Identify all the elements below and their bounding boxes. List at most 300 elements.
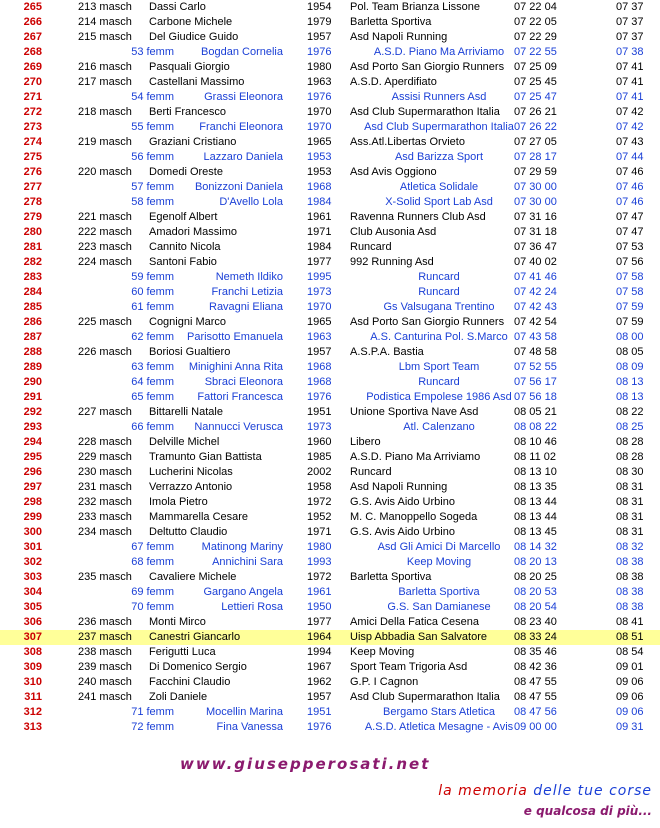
pace-time: 07 37 (616, 31, 644, 43)
athlete-name: Parisotto Emanuela (187, 331, 283, 343)
birth-year: 1970 (307, 121, 332, 133)
position: 305 (23, 601, 42, 613)
pace-time: 07 42 (616, 121, 644, 133)
finish-time: 08 11 02 (514, 451, 557, 463)
pace-time: 08 41 (616, 616, 644, 628)
pace-time: 07 46 (616, 181, 644, 193)
club-name: 992 Running Asd (350, 256, 434, 268)
bib-number: 223 masch (78, 241, 132, 253)
athlete-name: Bittarelli Natale (149, 406, 223, 418)
table-row (0, 210, 660, 225)
position: 299 (23, 511, 42, 523)
finish-time: 07 56 17 (514, 376, 557, 388)
club-name: Pol. Team Brianza Lissone (350, 1, 481, 13)
athlete-name: Grassi Eleonora (204, 91, 283, 103)
bib-number: 68 femm (131, 556, 174, 568)
bib-number: 58 femm (131, 196, 174, 208)
table-row (0, 15, 660, 30)
position: 276 (23, 166, 42, 178)
birth-year: 1957 (307, 346, 332, 358)
athlete-name: Annichini Sara (212, 556, 283, 568)
athlete-name: Gargano Angela (203, 586, 283, 598)
pace-time: 08 13 (616, 376, 644, 388)
pace-time: 08 54 (616, 646, 644, 658)
birth-year: 1968 (307, 181, 332, 193)
pace-time: 08 31 (616, 496, 644, 508)
finish-time: 07 26 21 (514, 106, 557, 118)
birth-year: 1971 (307, 526, 332, 538)
club-name: Ass.Atl.Libertas Orvieto (350, 136, 465, 148)
finish-time: 08 10 46 (514, 436, 557, 448)
position: 287 (23, 331, 42, 343)
position: 284 (23, 286, 42, 298)
birth-year: 1950 (307, 601, 332, 613)
pace-time: 08 05 (616, 346, 644, 358)
table-row (0, 555, 660, 570)
club-name: Asd Club Supermarathon Italia (350, 106, 500, 118)
position: 270 (23, 76, 42, 88)
athlete-name: Graziani Cristiano (149, 136, 237, 148)
pace-time: 08 00 (616, 331, 644, 343)
position: 277 (23, 181, 42, 193)
club-name: Asd Club Supermarathon Italia (350, 691, 500, 703)
finish-time: 08 13 10 (514, 466, 557, 478)
birth-year: 1972 (307, 496, 332, 508)
pace-time: 07 56 (616, 256, 644, 268)
athlete-name: Pasquali Giorgio (149, 61, 230, 73)
table-row (0, 435, 660, 450)
athlete-name: Ferigutti Luca (149, 646, 216, 658)
club-name: Asd Porto San Giorgio Runners (350, 316, 505, 328)
bib-number: 215 masch (78, 31, 132, 43)
bib-number: 213 masch (78, 1, 132, 13)
bib-number: 219 masch (78, 136, 132, 148)
club-name: M. C. Manoppello Sogeda (350, 511, 478, 523)
position: 303 (23, 571, 42, 583)
finish-time: 07 56 18 (514, 391, 557, 403)
athlete-name: Nannucci Verusca (194, 421, 283, 433)
club-name: Keep Moving (350, 646, 415, 658)
birth-year: 1976 (307, 721, 332, 733)
club-name: Ravenna Runners Club Asd (350, 211, 486, 223)
finish-time: 08 08 22 (514, 421, 557, 433)
bib-number: 241 masch (78, 691, 132, 703)
athlete-name: Cannito Nicola (149, 241, 221, 253)
finish-time: 07 25 09 (514, 61, 557, 73)
pace-time: 07 41 (616, 91, 644, 103)
finish-time: 07 42 43 (514, 301, 557, 313)
pace-time: 08 31 (616, 481, 644, 493)
pace-time: 07 41 (616, 61, 644, 73)
birth-year: 1968 (307, 376, 332, 388)
finish-time: 07 48 58 (514, 346, 557, 358)
table-row (0, 690, 660, 705)
club-name: A.S. Canturina Pol. S.Marco (370, 331, 508, 343)
pace-time: 09 01 (616, 661, 644, 673)
finish-time: 07 31 18 (514, 226, 557, 238)
club-name: G.P. I Cagnon (350, 676, 419, 688)
table-row (0, 375, 660, 390)
position: 278 (23, 196, 42, 208)
bib-number: 218 masch (78, 106, 132, 118)
birth-year: 1977 (307, 616, 332, 628)
club-name: Runcard (418, 286, 460, 298)
birth-year: 1968 (307, 361, 332, 373)
birth-year: 1979 (307, 16, 332, 28)
athlete-name: Bonizzoni Daniela (194, 181, 283, 193)
position: 285 (23, 301, 42, 313)
finish-time: 07 25 47 (514, 91, 557, 103)
table-row (0, 675, 660, 690)
birth-year: 1961 (307, 211, 332, 223)
table-row (0, 570, 660, 585)
club-name: Barletta Sportiva (398, 586, 480, 598)
athlete-name: Del Giudice Guido (149, 31, 239, 43)
pace-time: 07 37 (616, 1, 644, 13)
bib-number: 233 masch (78, 511, 132, 523)
position: 273 (23, 121, 42, 133)
position: 306 (23, 616, 42, 628)
finish-time: 08 47 56 (514, 706, 557, 718)
position: 286 (23, 316, 42, 328)
bib-number: 234 masch (78, 526, 132, 538)
athlete-name: Monti Mirco (149, 616, 206, 628)
athlete-name: Domedi Oreste (149, 166, 223, 178)
table-row (0, 540, 660, 555)
athlete-name: Tramunto Gian Battista (149, 451, 262, 463)
table-row (0, 0, 660, 15)
club-name: Uisp Abbadia San Salvatore (350, 631, 487, 643)
table-row (0, 105, 660, 120)
finish-time: 08 13 44 (514, 496, 557, 508)
finish-time: 07 43 58 (514, 331, 557, 343)
position: 290 (23, 376, 42, 388)
birth-year: 1957 (307, 31, 332, 43)
bib-number: 237 masch (78, 631, 132, 643)
birth-year: 1985 (307, 451, 332, 463)
pace-time: 07 58 (616, 286, 644, 298)
pace-time: 07 46 (616, 166, 644, 178)
athlete-name: Zoli Daniele (149, 691, 208, 703)
table-row (0, 645, 660, 660)
bib-number: 235 masch (78, 571, 132, 583)
table-row (0, 405, 660, 420)
club-name: A.S.D. Aperdifiato (350, 76, 437, 88)
club-name: Asd Gli Amici Di Marcello (377, 541, 501, 553)
athlete-name: Franchi Letizia (211, 286, 283, 298)
athlete-name: Cognigni Marco (149, 316, 227, 328)
birth-year: 1958 (307, 481, 332, 493)
pace-time: 08 13 (616, 391, 644, 403)
position: 313 (23, 721, 42, 733)
club-name: Runcard (350, 241, 392, 253)
table-row (0, 510, 660, 525)
club-name: A.S.P.A. Bastia (350, 346, 424, 358)
club-name: Atletica Solidale (399, 181, 479, 193)
athlete-name: Mammarella Cesare (149, 511, 249, 523)
finish-time: 07 42 54 (514, 316, 557, 328)
athlete-name: Canestri Giancarlo (149, 631, 241, 643)
club-name: Asd Porto San Giorgio Runners (350, 61, 505, 73)
finish-time: 09 00 00 (514, 721, 557, 733)
position: 280 (23, 226, 42, 238)
bib-number: 216 masch (78, 61, 132, 73)
table-row (0, 240, 660, 255)
position: 308 (23, 646, 42, 658)
table-row (0, 165, 660, 180)
club-name: Asd Napoli Running (350, 31, 448, 43)
bib-number: 71 femm (131, 706, 174, 718)
bib-number: 63 femm (131, 361, 174, 373)
bib-number: 224 masch (78, 256, 132, 268)
birth-year: 1970 (307, 106, 332, 118)
table-row (0, 30, 660, 45)
position: 274 (23, 136, 42, 148)
position: 310 (23, 676, 42, 688)
table-row (0, 135, 660, 150)
table-row (0, 195, 660, 210)
club-name: Gs Valsugana Trentino (383, 301, 495, 313)
athlete-name: Lettieri Rosa (221, 601, 283, 613)
birth-year: 1957 (307, 691, 332, 703)
table-row (0, 660, 660, 675)
birth-year: 1965 (307, 136, 332, 148)
birth-year: 1951 (307, 706, 332, 718)
athlete-name: Lazzaro Daniela (203, 151, 283, 163)
bib-number: 227 masch (78, 406, 132, 418)
position: 268 (23, 46, 42, 58)
birth-year: 1993 (307, 556, 332, 568)
club-name: Lbm Sport Team (398, 361, 480, 373)
club-name: Keep Moving (406, 556, 472, 568)
bib-number: 239 masch (78, 661, 132, 673)
birth-year: 1973 (307, 421, 332, 433)
table-row (0, 465, 660, 480)
club-name: Libero (350, 436, 381, 448)
club-name: Barletta Sportiva (350, 571, 432, 583)
pace-time: 07 46 (616, 196, 644, 208)
birth-year: 1994 (307, 646, 332, 658)
position: 294 (23, 436, 42, 448)
club-name: Asd Club Supermarathon Italia (364, 121, 514, 133)
club-name: Runcard (418, 376, 460, 388)
club-name: A.S.D. Piano Ma Arriviamo (350, 451, 481, 463)
birth-year: 1980 (307, 61, 332, 73)
tagline-sub: e qualcosa di più... (523, 804, 652, 818)
finish-time: 08 14 32 (514, 541, 557, 553)
table-row (0, 285, 660, 300)
bib-number: 225 masch (78, 316, 132, 328)
pace-time: 07 59 (616, 301, 644, 313)
finish-time: 08 05 21 (514, 406, 557, 418)
position: 298 (23, 496, 42, 508)
pace-time: 08 09 (616, 361, 644, 373)
bib-number: 221 masch (78, 211, 132, 223)
birth-year: 1972 (307, 571, 332, 583)
bib-number: 67 femm (131, 541, 174, 553)
athlete-name: Bogdan Cornelia (201, 46, 283, 58)
finish-time: 07 27 05 (514, 136, 557, 148)
pace-time: 07 37 (616, 16, 644, 28)
pace-time: 08 28 (616, 451, 644, 463)
birth-year: 1970 (307, 301, 332, 313)
birth-year: 1961 (307, 586, 332, 598)
tagline-part2: delle tue corse (533, 783, 652, 799)
table-row (0, 150, 660, 165)
finish-time: 07 28 17 (514, 151, 557, 163)
athlete-name: Egenolf Albert (149, 211, 218, 223)
finish-time: 07 36 47 (514, 241, 557, 253)
table-row (0, 495, 660, 510)
bib-number: 72 femm (131, 721, 174, 733)
club-name: Club Ausonia Asd (350, 226, 437, 238)
club-name: G.S. San Damianese (387, 601, 491, 613)
finish-time: 08 33 24 (514, 631, 557, 643)
pace-time: 07 58 (616, 271, 644, 283)
athlete-name: Minighini Anna Rita (188, 361, 283, 373)
birth-year: 1984 (307, 196, 332, 208)
position: 309 (23, 661, 42, 673)
finish-time: 08 35 46 (514, 646, 557, 658)
finish-time: 07 41 46 (514, 271, 557, 283)
table-row (0, 45, 660, 60)
birth-year: 1967 (307, 661, 332, 673)
birth-year: 2002 (307, 466, 332, 478)
birth-year: 1953 (307, 151, 332, 163)
finish-time: 08 20 53 (514, 586, 557, 598)
site-url[interactable]: www.giusepperosati.net (180, 755, 431, 773)
table-row (0, 270, 660, 285)
bib-number: 62 femm (131, 331, 174, 343)
bib-number: 240 masch (78, 676, 132, 688)
bib-number: 70 femm (131, 601, 174, 613)
club-name: G.S. Avis Aido Urbino (350, 526, 455, 538)
table-row (0, 60, 660, 75)
tagline (438, 783, 652, 799)
bib-number: 54 femm (131, 91, 174, 103)
bib-number: 214 masch (78, 16, 132, 28)
position: 296 (23, 466, 42, 478)
athlete-name: Imola Pietro (149, 496, 208, 508)
position: 283 (23, 271, 42, 283)
finish-time: 07 22 05 (514, 16, 557, 28)
athlete-name: Dassi Carlo (149, 1, 206, 13)
pace-time: 07 44 (616, 151, 644, 163)
club-name: Amici Della Fatica Cesena (350, 616, 479, 628)
finish-time: 08 20 13 (514, 556, 557, 568)
club-name: Assisi Runners Asd (391, 91, 487, 103)
finish-time: 07 22 29 (514, 31, 557, 43)
bib-number: 55 femm (131, 121, 174, 133)
pace-time: 07 38 (616, 46, 644, 58)
bib-number: 64 femm (131, 376, 174, 388)
pace-time: 08 38 (616, 586, 644, 598)
club-name: A.S.D. Atletica Mesagne - Avis (364, 721, 514, 733)
table-row (0, 630, 660, 645)
pace-time: 08 32 (616, 541, 644, 553)
pace-time: 09 06 (616, 691, 644, 703)
birth-year: 1964 (307, 631, 332, 643)
finish-time: 08 47 55 (514, 676, 557, 688)
club-name: Podistica Empolese 1986 Asd (366, 391, 512, 403)
bib-number: 229 masch (78, 451, 132, 463)
table-row (0, 705, 660, 720)
athlete-name: Ravagni Eliana (209, 301, 283, 313)
athlete-name: Delville Michel (149, 436, 220, 448)
bib-number: 226 masch (78, 346, 132, 358)
club-name: Runcard (350, 466, 392, 478)
table-row (0, 360, 660, 375)
table-row (0, 585, 660, 600)
table-row (0, 615, 660, 630)
position: 311 (24, 691, 42, 703)
position: 275 (23, 151, 42, 163)
club-name: Asd Napoli Running (350, 481, 448, 493)
finish-time: 08 13 35 (514, 481, 557, 493)
athlete-name: Verrazzo Antonio (149, 481, 233, 493)
birth-year: 1976 (307, 91, 332, 103)
position: 279 (23, 211, 42, 223)
birth-year: 1963 (307, 76, 332, 88)
pace-time: 08 38 (616, 601, 644, 613)
position: 269 (23, 61, 42, 73)
birth-year: 1960 (307, 436, 332, 448)
bib-number: 222 masch (78, 226, 132, 238)
table-row (0, 330, 660, 345)
pace-time: 07 43 (616, 136, 644, 148)
finish-time: 07 22 55 (514, 46, 557, 58)
birth-year: 1971 (307, 226, 332, 238)
birth-year: 1995 (307, 271, 332, 283)
finish-time: 07 30 00 (514, 196, 557, 208)
pace-time: 07 42 (616, 106, 644, 118)
position: 292 (23, 406, 42, 418)
birth-year: 1951 (307, 406, 332, 418)
position: 295 (23, 451, 42, 463)
bib-number: 57 femm (131, 181, 174, 193)
club-name: Barletta Sportiva (350, 16, 432, 28)
table-row (0, 75, 660, 90)
position: 302 (23, 556, 42, 568)
athlete-name: Matinong Mariny (201, 541, 283, 553)
table-row (0, 180, 660, 195)
position: 307 (23, 631, 42, 643)
finish-time: 08 20 54 (514, 601, 557, 613)
pace-time: 08 30 (616, 466, 644, 478)
club-name: A.S.D. Piano Ma Arriviamo (373, 46, 505, 58)
birth-year: 1984 (307, 241, 332, 253)
birth-year: 1963 (307, 331, 332, 343)
table-row (0, 450, 660, 465)
club-name: Asd Barizza Sport (394, 151, 484, 163)
finish-time: 07 30 00 (514, 181, 557, 193)
birth-year: 1980 (307, 541, 332, 553)
finish-time: 08 13 44 (514, 511, 557, 523)
position: 297 (23, 481, 42, 493)
table-row (0, 345, 660, 360)
birth-year: 1976 (307, 391, 332, 403)
finish-time: 07 29 59 (514, 166, 557, 178)
finish-time: 07 22 04 (514, 1, 557, 13)
athlete-name: Franchi Eleonora (199, 121, 283, 133)
table-row (0, 120, 660, 135)
bib-number: 56 femm (131, 151, 174, 163)
pace-time: 07 53 (616, 241, 644, 253)
table-row (0, 90, 660, 105)
table-row (0, 525, 660, 540)
birth-year: 1965 (307, 316, 332, 328)
bib-number: 231 masch (78, 481, 132, 493)
